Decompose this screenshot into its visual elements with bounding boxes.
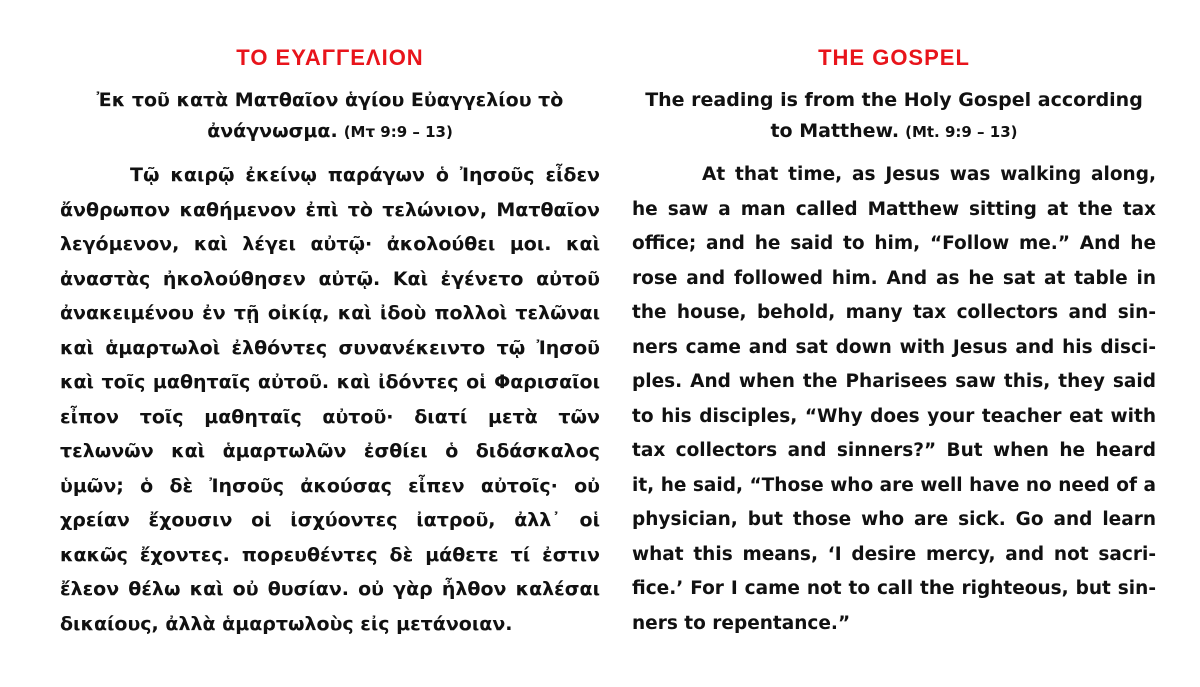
english-title: THE GOSPEL	[818, 45, 970, 70]
greek-heading-text: Ἐκ τοῦ κατὰ Ματθαῖον ἁγίου Εὐαγγελίου τὸ ἀνάγνωσμα.	[96, 89, 564, 142]
english-scripture-reference: (Mt. 9:9 – 13)	[905, 123, 1018, 141]
greek-scripture-reference: (Μτ 9:9 – 13)	[343, 123, 453, 141]
english-heading-text: The reading is from the Holy Gospel according to Matthew.	[645, 89, 1143, 142]
english-column	[632, 0, 1156, 641]
greek-column	[60, 0, 600, 641]
english-reading-heading	[632, 85, 1156, 148]
english-gospel-text: At that time, as Jesus was walking along, he saw a man called Matthew sitting at the tax office; and he said to him, “Follow me.” And he rose and followed him. And as he sat at table in the house, behold, many tax collectors and sinners came and sat down with Jesus and his disciples. And when the Pharisees saw this, they said to his disciples, “Why does your teacher eat with tax collectors and sinners?” But when he heard it, he said, “Those who are well have no need of a physician, but those who are sick. Go and learn what this means, ‘I desire mercy, and not sacrifice.’ For I came not to call the righteous, but sinners to repentance.”	[632, 164, 1156, 634]
greek-gospel-text: Τῷ καιρῷ ἐκείνῳ παράγων ὁ Ἰησοῦς εἶδεν ἄνθρωπον καθήμενον ἐπὶ τὸ τελώνιον, Ματθαῖον λεγόμενον, καὶ λέγει αὐτῷ· ἀκολούθει μοι. καὶ ἀναστὰς ἠκολούθησεν αὐτῷ. Καὶ ἐγένετο αὐτοῦ ἀνακειμένου ἐν τῇ οἰκίᾳ, καὶ ἰδοὺ πολλοὶ τελῶναι καὶ ἁμαρτωλοὶ ἐλθόντες συνανέκειντο τῷ Ἰησοῦ καὶ τοῖς μαθηταῖς αὐτοῦ. καὶ ἰδόντες οἱ Φαρισαῖοι εἶπον τοῖς μαθηταῖς αὐτοῦ· διατί μετὰ τῶν τελωνῶν καὶ ἁμαρτωλῶν ἐσθίει ὁ διδάσκαλος ὑμῶν; ὁ δὲ Ἰησοῦς ἀκούσας εἶπεν αὐτοῖς· οὐ χρείαν ἔχουσιν οἱ ἰσχύοντες ἰατροῦ, ἀλλ᾽ οἱ κακῶς ἔχοντες. πορευθέντες δὲ μάθετε τί ἐστιν ἔλεον θέλω καὶ οὐ θυσίαν. οὐ γὰρ ἦλθον καλέσαι δικαίους, ἀλλὰ ἁμαρτωλοὺς εἰς μετάνοιαν.	[60, 164, 600, 635]
greek-title: ΤΟ ΕΥΑΓΓΕΛΙΟΝ	[236, 45, 424, 70]
greek-reading-heading	[60, 85, 600, 148]
